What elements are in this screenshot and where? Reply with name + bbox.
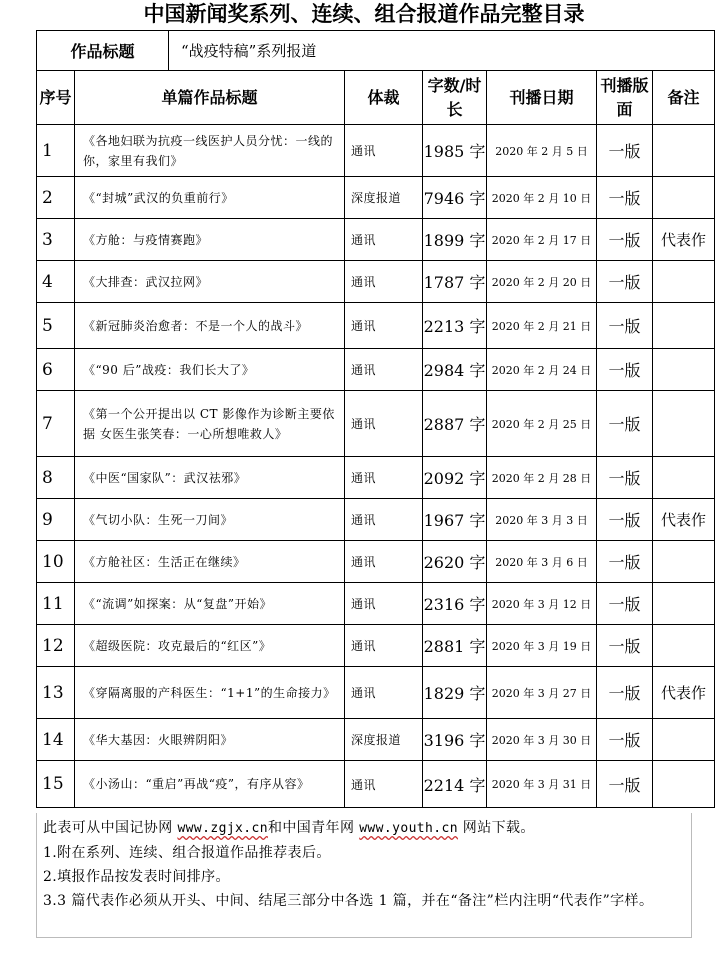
row-genre: 通讯 (345, 667, 423, 719)
row-title: 《新冠肺炎治愈者：不是一个人的战斗》 (75, 303, 345, 349)
row-title: 《“流调”如探案：从“复盘”开始》 (75, 583, 345, 625)
row-page: 一版 (597, 303, 653, 349)
row-title: 《各地妇联为抗疫一线医护人员分忧：一线的你，家里有我们》 (75, 125, 345, 177)
row-date: 2020 年 3 月 27 日 (487, 667, 597, 719)
row-no: 15 (37, 761, 75, 808)
row-note (653, 303, 715, 349)
row-page: 一版 (597, 261, 653, 303)
row-note (653, 625, 715, 667)
row-words: 2881 字 (423, 625, 487, 667)
row-note (653, 457, 715, 499)
row-genre: 通讯 (345, 457, 423, 499)
table-row (37, 303, 715, 349)
row-genre: 通讯 (345, 583, 423, 625)
row-title: 《大排查：武汉拉网》 (75, 261, 345, 303)
row-date: 2020 年 3 月 6 日 (487, 541, 597, 583)
row-note (653, 541, 715, 583)
row-note (653, 349, 715, 391)
row-title: 《“90 后”战疫：我们长大了》 (75, 349, 345, 391)
table-row (37, 499, 715, 541)
row-no: 2 (37, 177, 75, 219)
row-note (653, 719, 715, 761)
table-row (37, 457, 715, 499)
zgjx-link[interactable]: www.zgjx.cn (177, 821, 268, 836)
table-row (37, 761, 715, 808)
footer-note-1: 1.附在系列、连续、组合报道作品推荐表后。 (43, 845, 331, 861)
row-page: 一版 (597, 761, 653, 808)
col-header-genre: 体裁 (345, 71, 423, 125)
col-header-note: 备注 (653, 71, 715, 125)
row-no: 8 (37, 457, 75, 499)
row-no: 3 (37, 219, 75, 261)
row-page: 一版 (597, 457, 653, 499)
row-genre: 通讯 (345, 761, 423, 808)
row-genre: 通讯 (345, 541, 423, 583)
row-no: 1 (37, 125, 75, 177)
work-title-label: 作品标题 (37, 31, 169, 71)
table-row (37, 219, 715, 261)
row-title: 《气切小队：生死一刀间》 (75, 499, 345, 541)
table-row (37, 625, 715, 667)
row-title: 《“封城”武汉的负重前行》 (75, 177, 345, 219)
table-row (37, 583, 715, 625)
row-words: 2620 字 (423, 541, 487, 583)
row-date: 2020 年 3 月 31 日 (487, 761, 597, 808)
footer-download-line (43, 816, 691, 841)
row-page: 一版 (597, 541, 653, 583)
row-title: 《第一个公开提出以 CT 影像作为诊断主要依据 女医生张笑春：一心所想唯救人》 (75, 391, 345, 457)
row-no: 12 (37, 625, 75, 667)
row-note: 代表作 (653, 219, 715, 261)
row-date: 2020 年 2 月 28 日 (487, 457, 597, 499)
row-words: 1829 字 (423, 667, 487, 719)
row-title: 《超级医院：攻克最后的“红区”》 (75, 625, 345, 667)
row-page: 一版 (597, 219, 653, 261)
row-page: 一版 (597, 667, 653, 719)
row-genre: 通讯 (345, 125, 423, 177)
row-no: 10 (37, 541, 75, 583)
row-no: 14 (37, 719, 75, 761)
col-header-date: 刊播日期 (487, 71, 597, 125)
row-title: 《方舱：与疫情赛跑》 (75, 219, 345, 261)
row-page: 一版 (597, 583, 653, 625)
download-text-a: 此表可从中国记协网 (43, 820, 178, 836)
row-words: 1985 字 (423, 125, 487, 177)
row-no: 9 (37, 499, 75, 541)
row-title: 《方舱社区：生活正在继续》 (75, 541, 345, 583)
col-header-page: 刊播版面 (597, 71, 653, 125)
row-words: 1967 字 (423, 499, 487, 541)
row-words: 2092 字 (423, 457, 487, 499)
row-date: 2020 年 2 月 20 日 (487, 261, 597, 303)
download-text-c: 网站下载。 (457, 820, 535, 836)
col-header-title: 单篇作品标题 (75, 71, 345, 125)
col-header-words: 字数/时长 (423, 71, 487, 125)
row-words: 2984 字 (423, 349, 487, 391)
row-page: 一版 (597, 177, 653, 219)
row-no: 4 (37, 261, 75, 303)
row-title: 《小汤山：“重启”再战“疫”，有序从容》 (75, 761, 345, 808)
row-note (653, 125, 715, 177)
row-page: 一版 (597, 125, 653, 177)
row-genre: 通讯 (345, 391, 423, 457)
row-page: 一版 (597, 391, 653, 457)
row-title: 《华大基因：火眼辨阴阳》 (75, 719, 345, 761)
youth-link[interactable]: www.youth.cn (359, 821, 458, 836)
row-note (653, 261, 715, 303)
row-page: 一版 (597, 499, 653, 541)
row-no: 5 (37, 303, 75, 349)
table-row (37, 125, 715, 177)
table-row (37, 541, 715, 583)
row-note: 代表作 (653, 499, 715, 541)
row-genre: 通讯 (345, 219, 423, 261)
row-page: 一版 (597, 625, 653, 667)
row-genre: 通讯 (345, 349, 423, 391)
row-title: 《穿隔离服的产科医生：“1+1”的生命接力》 (75, 667, 345, 719)
row-no: 13 (37, 667, 75, 719)
row-genre: 通讯 (345, 303, 423, 349)
footer-note-2: 2.填报作品按发表时间排序。 (43, 869, 230, 885)
row-words: 2316 字 (423, 583, 487, 625)
row-note: 代表作 (653, 667, 715, 719)
row-page: 一版 (597, 719, 653, 761)
row-words: 1787 字 (423, 261, 487, 303)
table-row (37, 349, 715, 391)
row-no: 6 (37, 349, 75, 391)
row-title: 《中医“国家队”：武汉祛邪》 (75, 457, 345, 499)
row-date: 2020 年 3 月 12 日 (487, 583, 597, 625)
table-row (37, 391, 715, 457)
table-row (37, 177, 715, 219)
table-row (37, 667, 715, 719)
row-date: 2020 年 2 月 25 日 (487, 391, 597, 457)
row-words: 7946 字 (423, 177, 487, 219)
col-header-no: 序号 (37, 71, 75, 125)
work-title-value: “战疫特稿”系列报道 (169, 31, 715, 71)
row-no: 11 (37, 583, 75, 625)
row-words: 1899 字 (423, 219, 487, 261)
download-text-b: 和中国青年网 (267, 820, 360, 836)
row-date: 2020 年 2 月 21 日 (487, 303, 597, 349)
row-no: 7 (37, 391, 75, 457)
row-note (653, 177, 715, 219)
row-date: 2020 年 3 月 30 日 (487, 719, 597, 761)
row-date: 2020 年 2 月 10 日 (487, 177, 597, 219)
footer-note-3: 3.3 篇代表作必须从开头、中间、结尾三部分中各选 1 篇，并在“备注”栏内注明“代表作”字样。 (43, 893, 654, 909)
row-note (653, 583, 715, 625)
footer-notes (36, 813, 692, 938)
row-date: 2020 年 3 月 3 日 (487, 499, 597, 541)
table-row (37, 719, 715, 761)
row-genre: 通讯 (345, 261, 423, 303)
row-words: 2887 字 (423, 391, 487, 457)
row-note (653, 761, 715, 808)
row-words: 2214 字 (423, 761, 487, 808)
row-genre: 通讯 (345, 625, 423, 667)
row-date: 2020 年 2 月 5 日 (487, 125, 597, 177)
column-header-row (37, 71, 715, 125)
catalog-table (36, 30, 715, 808)
row-date: 2020 年 3 月 19 日 (487, 625, 597, 667)
row-genre: 深度报道 (345, 719, 423, 761)
table-row (37, 261, 715, 303)
row-date: 2020 年 2 月 17 日 (487, 219, 597, 261)
work-title-row (37, 31, 715, 71)
row-page: 一版 (597, 349, 653, 391)
row-genre: 深度报道 (345, 177, 423, 219)
document-title: 中国新闻奖系列、连续、组合报道作品完整目录 (143, 2, 585, 26)
row-note (653, 391, 715, 457)
row-words: 3196 字 (423, 719, 487, 761)
row-words: 2213 字 (423, 303, 487, 349)
row-date: 2020 年 2 月 24 日 (487, 349, 597, 391)
row-genre: 通讯 (345, 499, 423, 541)
